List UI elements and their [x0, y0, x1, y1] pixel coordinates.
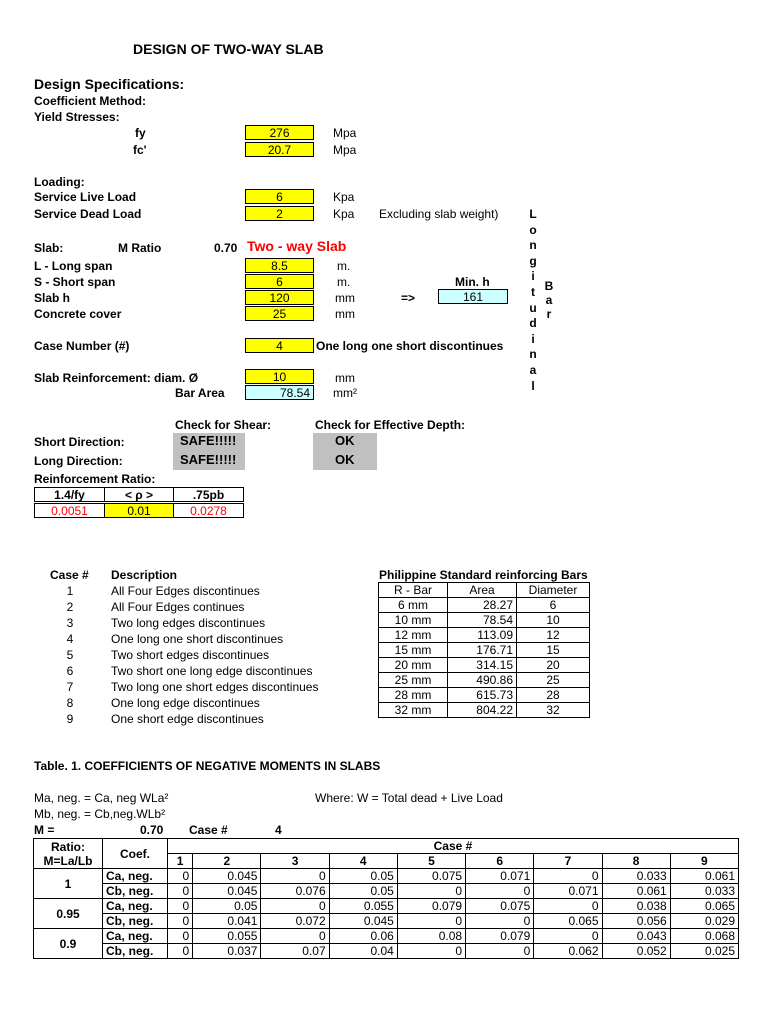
coefficient-value: 0.065 [534, 914, 602, 929]
bars-cell: 28.27 [448, 598, 517, 613]
bars-cell: 10 [517, 613, 590, 628]
coefficient-value: 0.05 [329, 884, 397, 899]
ratio-cell: 0.95 [34, 899, 103, 929]
coefficient-value: 0 [466, 914, 534, 929]
bars-cell: 12 mm [379, 628, 448, 643]
loading-heading: Loading: [34, 175, 85, 189]
case-column-header: 8 [602, 854, 670, 869]
coefficient-value: 0.043 [602, 929, 670, 944]
ma-equation: Ma, neg. = Ca, neg WLa² [34, 791, 169, 805]
m-ratio-label: M Ratio [118, 241, 162, 255]
mb-equation: Mb, neg. = Cb,neg.WLb² [34, 807, 166, 821]
case-column-header: 9 [670, 854, 738, 869]
case-column-header: 7 [534, 854, 602, 869]
ratio-max-value: 0.0278 [173, 503, 244, 518]
coefficients-table [33, 838, 739, 959]
case-list-number: 1 [66, 584, 74, 598]
case-list-description: Two short edges discontinues [111, 648, 270, 662]
ratio-header-max: .75pb [173, 487, 244, 502]
bars-cell: 20 mm [379, 658, 448, 673]
vertical-letter: l [531, 378, 535, 393]
ratio-heading: Reinforcement Ratio: [34, 472, 156, 486]
table-row [34, 944, 739, 959]
dead-load-label: Service Dead Load [34, 207, 142, 221]
case-list-description: One long edge discontinues [111, 696, 260, 710]
bar-diameter-input[interactable]: 10 [245, 369, 314, 384]
coefficient-value: 0 [168, 899, 193, 914]
case-list-number: 9 [66, 712, 74, 726]
coefficient-value: 0.075 [397, 869, 465, 884]
coef-cell: Cb, neg. [103, 944, 168, 959]
vertical-letter: i [531, 269, 535, 284]
coefficient-value: 0 [261, 869, 329, 884]
coefficient-value: 0.045 [329, 914, 397, 929]
bars-cell: 10 mm [379, 613, 448, 628]
short-shear-result: SAFE!!!!! [180, 433, 237, 448]
coefficient-value: 0 [534, 899, 602, 914]
coefficient-value: 0 [534, 869, 602, 884]
coefficient-value: 0.071 [466, 869, 534, 884]
coefficient-value: 0.061 [602, 884, 670, 899]
cover-unit: mm [335, 307, 355, 321]
case-list-description: All Four Edges continues [111, 600, 245, 614]
coefficient-value: 0.038 [602, 899, 670, 914]
table-row [379, 628, 590, 643]
coefficient-value: 0.08 [397, 929, 465, 944]
case-list-number: 5 [66, 648, 74, 662]
coefficient-value: 0.072 [261, 914, 329, 929]
fc-label: fc' [133, 143, 147, 157]
coefficient-value: 0.04 [329, 944, 397, 959]
ratio-min-value: 0.0051 [34, 503, 105, 518]
bars-header-cell: Diameter [517, 583, 590, 598]
bars-cell: 28 [517, 688, 590, 703]
table1-case-label: Case # [189, 823, 228, 837]
m-value: 0.70 [140, 823, 164, 837]
ratio-header [34, 839, 103, 869]
bars-header-cell: R - Bar [379, 583, 448, 598]
fc-input[interactable]: 20.7 [245, 142, 314, 157]
min-h-value: 161 [438, 289, 508, 304]
table-row [379, 673, 590, 688]
coefficient-value: 0 [261, 929, 329, 944]
dead-load-unit: Kpa [333, 207, 355, 221]
coefficient-value: 0.029 [670, 914, 738, 929]
dead-load-note: Excluding slab weight) [379, 207, 499, 221]
coef-header: Coef. [103, 839, 168, 869]
bars-cell: 28 mm [379, 688, 448, 703]
table-row [379, 598, 590, 613]
page-title: DESIGN OF TWO-WAY SLAB [133, 41, 324, 57]
case-list-description: Two short one long edge discontinues [111, 664, 313, 678]
case-column-header: 1 [168, 854, 193, 869]
coefficient-value: 0.06 [329, 929, 397, 944]
coefficient-value: 0.037 [193, 944, 261, 959]
coefficient-value: 0.076 [261, 884, 329, 899]
case-description: One long one short discontinues [316, 339, 504, 353]
coefficient-value: 0.055 [193, 929, 261, 944]
vertical-letter: n [529, 347, 537, 362]
coefficient-value: 0 [397, 944, 465, 959]
ratio-cell: 0.9 [34, 929, 103, 959]
case-list-number: 6 [66, 664, 74, 678]
table1-heading: Table. 1. COEFFICIENTS OF NEGATIVE MOMENTS IN SLABS [34, 759, 381, 773]
table-row [379, 658, 590, 673]
fy-unit: Mpa [333, 126, 357, 140]
long-span-label: L - Long span [34, 259, 113, 273]
case-list-number: 7 [66, 680, 74, 694]
short-span-unit: m. [337, 275, 351, 289]
coef-cell: Ca, neg. [103, 899, 168, 914]
table-row [34, 914, 739, 929]
bars-cell: 32 mm [379, 703, 448, 718]
reinforcement-label: Slab Reinforcement: diam. Ø [34, 371, 199, 385]
vertical-letter: a [529, 363, 537, 377]
case-list-description: One long one short discontinues [111, 632, 284, 646]
slab-h-unit: mm [335, 291, 355, 305]
table-row [34, 899, 739, 914]
coefficient-value: 0.056 [602, 914, 670, 929]
case-list-number: 4 [66, 632, 74, 646]
coefficient-value: 0 [168, 869, 193, 884]
bars-cell: 32 [517, 703, 590, 718]
live-load-unit: Kpa [333, 190, 355, 204]
long-shear-result: SAFE!!!!! [180, 452, 237, 467]
fc-unit: Mpa [333, 143, 357, 157]
vertical-letter: n [529, 238, 537, 253]
table-row [34, 884, 739, 899]
case-list-description: Two long one short edges discontinues [111, 680, 319, 694]
table1-case-value: 4 [275, 823, 282, 837]
table-row [34, 869, 739, 884]
coefficient-value: 0.052 [602, 944, 670, 959]
coefficient-value: 0 [261, 899, 329, 914]
depth-check-heading: Check for Effective Depth: [315, 418, 466, 432]
short-depth-result: OK [335, 433, 355, 448]
coefficient-value: 0 [168, 944, 193, 959]
vertical-letter: d [529, 316, 537, 331]
coefficient-value: 0.071 [534, 884, 602, 899]
short-span-input[interactable]: 6 [245, 274, 314, 289]
cover-input[interactable]: 25 [245, 306, 314, 321]
bars-cell: 25 [517, 673, 590, 688]
bar-area-value: 78.54 [245, 385, 314, 400]
m-ratio-value: 0.70 [214, 241, 238, 255]
short-span-label: S - Short span [34, 275, 116, 289]
case-number-label: Case Number (#) [34, 339, 130, 353]
coefficient-value: 0.07 [261, 944, 329, 959]
coefficient-value: 0.033 [602, 869, 670, 884]
case-column-header: 4 [329, 854, 397, 869]
case-list-description: Two long edges discontinues [111, 616, 266, 630]
coefficient-value: 0.045 [193, 869, 261, 884]
min-h-label: Min. h [455, 275, 490, 289]
bar-area-unit: mm² [333, 386, 357, 400]
ratio-header-min: 1.4/fy [34, 487, 105, 502]
live-load-input[interactable]: 6 [245, 189, 314, 204]
vertical-letter: i [531, 331, 535, 346]
coefficient-value: 0.045 [193, 884, 261, 899]
coef-cell: Ca, neg. [103, 869, 168, 884]
bars-cell: 15 [517, 643, 590, 658]
bars-cell: 6 mm [379, 598, 448, 613]
coefficient-value: 0.075 [466, 899, 534, 914]
table-header-row [34, 839, 739, 854]
case-number-input[interactable]: 4 [245, 338, 314, 353]
case-list-number: 2 [66, 600, 74, 614]
bars-cell: 804.22 [448, 703, 517, 718]
bars-cell: 176.71 [448, 643, 517, 658]
coef-cell: Ca, neg. [103, 929, 168, 944]
coefficient-value: 0 [168, 929, 193, 944]
ratio-header-line2: M=La/Lb [43, 853, 93, 868]
table-header-row [379, 583, 590, 598]
coefficient-value: 0.061 [670, 869, 738, 884]
bars-cell: 78.54 [448, 613, 517, 628]
bars-table [378, 582, 590, 718]
yield-label: Yield Stresses: [34, 110, 120, 124]
fy-input[interactable]: 276 [245, 125, 314, 140]
coefficient-value: 0 [168, 884, 193, 899]
ratio-header-line1: Ratio: [51, 839, 85, 854]
coefficient-value: 0 [466, 944, 534, 959]
fy-label: fy [135, 126, 146, 140]
coef-method-label: Coefficient Method: [34, 94, 146, 108]
long-direction-label: Long Direction: [34, 454, 123, 468]
bar-area-label: Bar Area [175, 386, 225, 400]
bars-cell: 25 mm [379, 673, 448, 688]
slab-type: Two - way Slab [247, 238, 347, 254]
case-header: Case # [168, 839, 739, 854]
bars-cell: 615.73 [448, 688, 517, 703]
bars-cell: 490.86 [448, 673, 517, 688]
coefficient-value: 0.033 [670, 884, 738, 899]
bar-diameter-unit: mm [335, 371, 355, 385]
coefficient-value: 0 [397, 884, 465, 899]
coefficient-value: 0.079 [466, 929, 534, 944]
bars-cell: 113.09 [448, 628, 517, 643]
vertical-letter: t [531, 285, 535, 299]
bars-cell: 6 [517, 598, 590, 613]
coefficient-value: 0.041 [193, 914, 261, 929]
bars-cell: 15 mm [379, 643, 448, 658]
slab-label: Slab: [34, 241, 64, 255]
specs-heading: Design Specifications: [34, 76, 185, 92]
vertical-letter: g [529, 253, 537, 268]
case-column-header: 6 [466, 854, 534, 869]
coefficient-value: 0.062 [534, 944, 602, 959]
short-direction-label: Short Direction: [34, 435, 125, 449]
coefficient-value: 0 [397, 914, 465, 929]
case-list-number: 3 [66, 616, 74, 630]
coefficient-value: 0.079 [397, 899, 465, 914]
slab-h-label: Slab h [34, 291, 71, 305]
bars-cell: 20 [517, 658, 590, 673]
arrow-icon: => [401, 291, 416, 305]
coef-cell: Cb, neg. [103, 884, 168, 899]
ratio-rho-value[interactable]: 0.01 [104, 503, 174, 518]
case-list-description: One short edge discontinues [111, 712, 264, 726]
coef-cell: Cb, neg. [103, 914, 168, 929]
slab-h-input[interactable]: 120 [245, 290, 314, 305]
bars-cell: 314.15 [448, 658, 517, 673]
bars-cell: 12 [517, 628, 590, 643]
coefficient-value: 0 [466, 884, 534, 899]
long-depth-result: OK [335, 452, 355, 467]
vertical-letter: r [546, 307, 552, 321]
dead-load-input[interactable]: 2 [245, 206, 314, 221]
long-span-unit: m. [337, 259, 351, 273]
vertical-letter: a [545, 293, 553, 307]
coefficient-value: 0.05 [329, 869, 397, 884]
coefficient-value: 0 [534, 929, 602, 944]
vertical-letter: L [529, 207, 537, 221]
table-row [34, 929, 739, 944]
bars-header-cell: Area [448, 583, 517, 598]
table-row [379, 688, 590, 703]
coefficient-value: 0.068 [670, 929, 738, 944]
ratio-header-rho: < ρ > [104, 487, 174, 502]
shear-check-heading: Check for Shear: [175, 418, 272, 432]
case-list-header-case: Case # [50, 568, 89, 582]
table-row [379, 643, 590, 658]
case-column-header: 3 [261, 854, 329, 869]
table-row [379, 613, 590, 628]
coefficient-value: 0 [168, 914, 193, 929]
ratio-cell: 1 [34, 869, 103, 899]
case-list-number: 8 [66, 696, 74, 710]
case-list-description: All Four Edges discontinues [111, 584, 260, 598]
case-list-header-description: Description [111, 568, 178, 582]
long-span-input[interactable]: 8.5 [245, 258, 314, 273]
where-note: Where: W = Total dead + Live Load [315, 791, 503, 805]
bars-heading: Philippine Standard reinforcing Bars [379, 568, 588, 582]
vertical-letter: B [544, 279, 554, 293]
case-column-header: 2 [193, 854, 261, 869]
vertical-letter: u [529, 300, 537, 315]
live-load-label: Service Live Load [34, 190, 137, 204]
coefficient-value: 0.065 [670, 899, 738, 914]
cover-label: Concrete cover [34, 307, 122, 321]
coefficient-value: 0.05 [193, 899, 261, 914]
case-column-header: 5 [397, 854, 465, 869]
coefficient-value: 0.055 [329, 899, 397, 914]
m-label: M = [34, 823, 55, 837]
coefficient-value: 0.025 [670, 944, 738, 959]
table-row [379, 703, 590, 718]
vertical-letter: o [529, 222, 537, 237]
